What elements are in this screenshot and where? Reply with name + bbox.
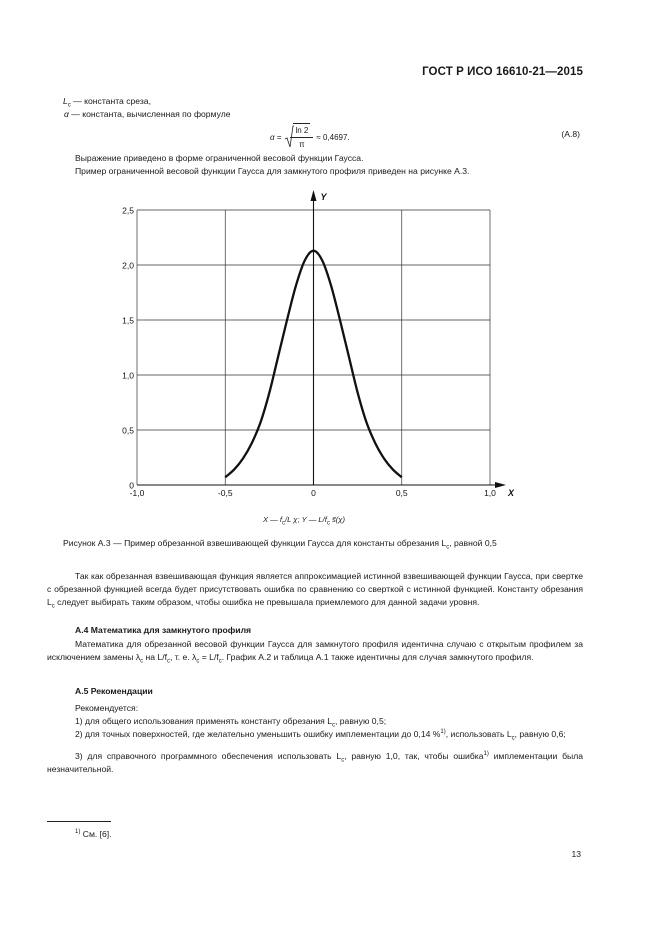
- fraction: $\frac{\ln 2}{\pi}$: [293, 123, 310, 151]
- definition-alpha: α — константа, вычисленная по формуле: [64, 109, 231, 119]
- x-axis-label: X: [508, 488, 515, 498]
- x-tick-label: -0,5: [217, 488, 233, 498]
- gauss-chart: [115, 186, 525, 506]
- y-axis-arrow: [311, 190, 317, 201]
- x-tick-label: -1,0: [129, 488, 145, 498]
- footnote: $^{1)}$ См. [6].: [75, 829, 112, 839]
- section-a5-title: А.5 Рекомендации: [75, 686, 153, 696]
- page-number: 13: [571, 849, 581, 859]
- y-tick-label: 2,5: [122, 205, 134, 216]
- x-tick-label: 1,0: [484, 488, 496, 498]
- y-tick-label: 0,5: [122, 425, 134, 436]
- recommendation-3: 3) для справочного программного обеспечения использовать $L_c$, равную 1,0, так, чтобы ошибка$^{1)}$ имплементации была незначительной.: [47, 751, 584, 774]
- x-tick-label: 0: [311, 488, 316, 498]
- recommendation-2: 2) для точных поверхностей, где желательно уменьшить ошибку имплементации до 0,14 %$^{1)}$, использовать $L_c$, равную 0,6;: [75, 729, 566, 742]
- paragraph-truncation: Так как обрезанная взвешивающая функция является аппроксимацией истинной взвешивающей функции Гаусса, при свертке с обрезанной функцией всегда будет присутствовать ошибка по сравнению со сверткой с истинной функцией. Константу обрезания $L_c$ следует выбирать таким образом, чтобы ошибка не превышала приемлемого для данной задачи уровня.: [47, 571, 583, 610]
- recommendations-intro: Рекомендуется:: [75, 703, 139, 713]
- document-code: ГОСТ Р ИСО 16610-21—2015: [422, 66, 583, 78]
- intro-line-2: Пример ограниченной весовой функции Гаусса для замкнутого профиля приведен на рисунке А.3.: [75, 166, 470, 176]
- y-tick-label: 1,0: [122, 370, 134, 381]
- section-a4-text: Математика для обрезанной весовой функции Гаусса для замкнутого профиля идентична случаю с открытым профилем за исключением замены $\lambda_c$ на $L/f_c$, т. е. $\lambda_c = L/f_c$. График А.2 и таблица А.1 также идентичны для случая замкнутого профиля.: [47, 639, 583, 665]
- figure-caption: Рисунок А.3 — Пример обрезанной взвешивающей функции Гаусса для константы обрезания $L_c$, равной 0,5: [63, 538, 497, 551]
- x-axis-arrow: [495, 482, 506, 488]
- definition-lc: $L_c$ — константа среза,: [63, 96, 151, 109]
- footnote-separator: [47, 821, 111, 822]
- formula-number: (А.8): [561, 129, 580, 139]
- section-a4-title: А.4 Математика для замкнутого профиля: [75, 625, 252, 635]
- y-axis-label: Y: [320, 192, 327, 202]
- formula-a8: α = $\frac{\ln 2}{\pi}$ ≈ 0,4697.: [270, 124, 350, 150]
- intro-line-1: Выражение приведено в форме ограниченной весовой функции Гаусса.: [75, 153, 364, 163]
- y-tick-label: 1,5: [122, 315, 134, 326]
- axis-legend: X — $f_c/L$ χ; Y — $L/f_c$ s̃(χ): [263, 515, 345, 527]
- y-tick-label: 2,0: [122, 260, 134, 271]
- x-tick-label: 0,5: [395, 488, 408, 498]
- y-tick-label: 0: [129, 480, 134, 491]
- recommendation-1: 1) для общего использования применять константу обрезания $L_c$, равную 0,5;: [75, 716, 387, 729]
